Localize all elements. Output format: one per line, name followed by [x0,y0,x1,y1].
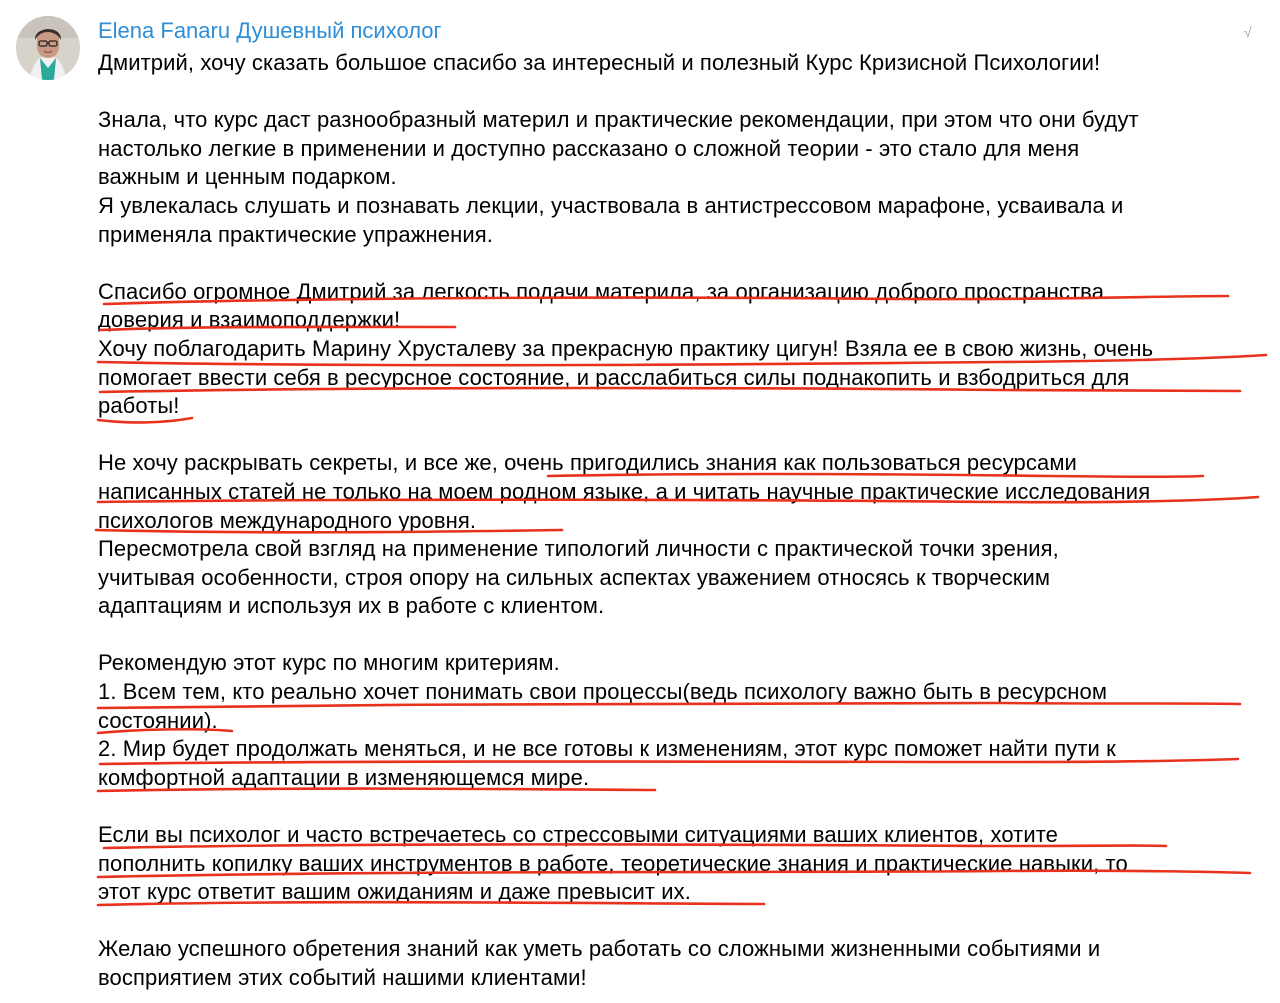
message-line-blank [98,792,1278,821]
message-line: настолько легкие в применении и доступно рассказано о сложной теории - это стало для меня [98,135,1080,161]
message-line: доверия и взаимоподдержки! [98,307,401,333]
message-line: психологов международного уровня. [98,507,477,533]
message-line: важным и ценным подарком. [98,164,397,190]
message-line: пополнить копилку ваших инструментов в работе, теоретические знания и практические навыки, то [98,850,1128,876]
message-text [98,49,1278,993]
message-line: Дмитрий, хочу сказать большое спасибо за интересный и полезный Курс Кризисной Психологии! [98,50,1101,75]
message-line: Не хочу раскрывать секреты, и все же, очень пригодились знания как пользоваться ресурсами [98,450,1077,476]
message-line: комфортной адаптации в изменяющемся мире. [98,764,590,790]
message-line-blank [98,249,1278,278]
sender-name[interactable]: Elena Fanaru Душевный психолог [98,18,442,43]
message-line: Пересмотрела свой взгляд на применение типологий личности с практической точки зрения, [98,536,1059,562]
message-line: учитывая особенности, строя опору на сильных аспектах уважением относясь к творческим [98,564,1051,590]
message-line: 2. Мир будет продолжать меняться, и не все готовы к изменениям, этот курс поможет найти пути к [98,736,1116,762]
message-line: этот курс ответит вашим ожиданиям и даже превысит их. [98,879,691,905]
message-line: 1. Всем тем, кто реально хочет понимать свои процессы(ведь психологу важно быть в ресурсном [98,679,1108,705]
avatar-photo [16,16,80,80]
message-line: Рекомендую этот курс по многим критериям. [98,650,560,676]
message-line: Я увлекалась слушать и познавать лекции, участвовала в антистрессовом марафоне, усваивала и [98,192,1124,218]
message-line: Хочу поблагодарить Марину Хрусталеву за прекрасную практику цигун! Взяла ее в свою жизнь, очень [98,335,1154,361]
message-line: работы! [98,393,180,419]
message-line: восприятием этих событий нашими клиентами! [98,965,587,990]
message-line: Если вы психолог и часто встречаетесь со стрессовыми ситуациями ваших клиентов, хотите [98,822,1059,848]
message-line: Спасибо огромное Дмитрий за легкость подачи материла, за организацию доброго пространства [98,278,1105,304]
message-line: написанных статей не только на моем родном языке, а и читать научные практические исследования [98,478,1151,504]
message-line: адаптациям и используя их в работе с клиентом. [98,593,605,619]
message-line: помогает ввести себя в ресурсное состояние, и расслабиться силы поднакопить и взбодриться для [98,364,1130,390]
message-line: состоянии). [98,707,218,733]
message-line: применяла практические упражнения. [98,221,493,247]
message-line: Знала, что курс даст разнообразный материл и практические рекомендации, при этом что они будут [98,107,1139,133]
message-line-blank [98,907,1278,936]
sender-avatar[interactable] [16,16,80,80]
message-line-blank [98,78,1278,107]
message-line: Желаю успешного обретения знаний как уметь работать со сложными жизненными событиями и [98,936,1101,962]
message-line-blank [98,421,1278,450]
read-check-icon: √ [1244,24,1252,40]
message-line-blank [98,621,1278,650]
